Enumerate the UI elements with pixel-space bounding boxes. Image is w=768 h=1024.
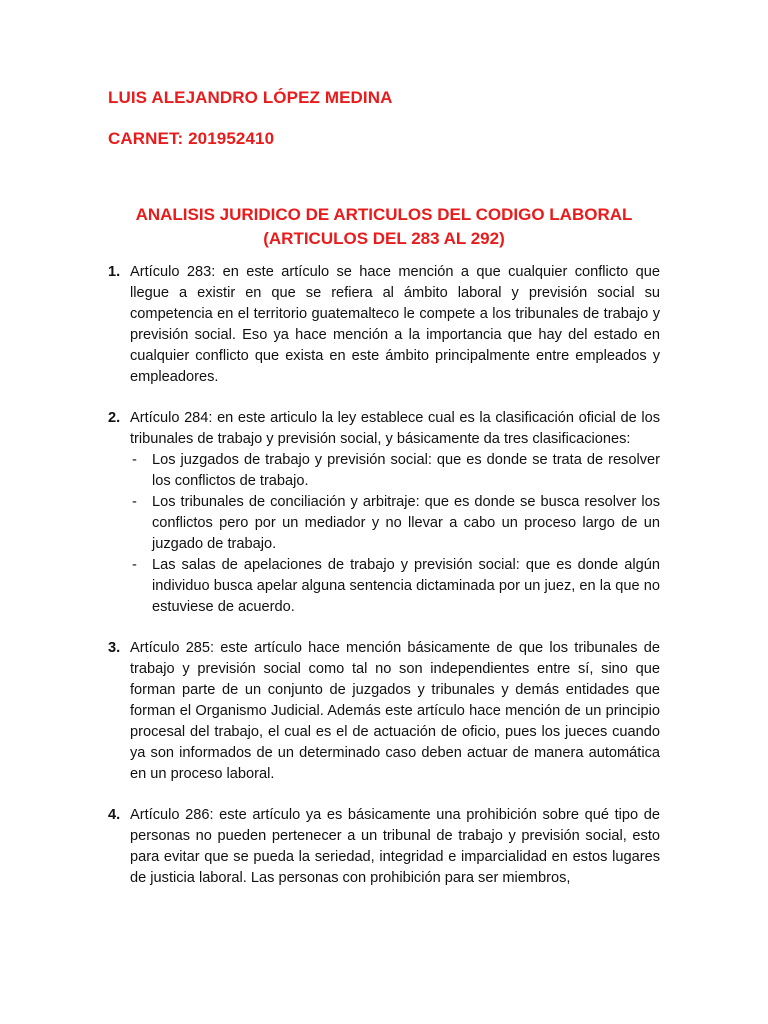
- dash-bullet: -: [132, 557, 137, 573]
- document-title: [108, 203, 660, 251]
- item-number: 4.: [108, 807, 121, 823]
- classification-text: Los juzgados de trabajo y previsión social: que es donde se trata de resolver los conflictos de trabajo.: [152, 452, 660, 489]
- item-text: Artículo 286: este artículo ya es básicamente una prohibición sobre qué tipo de personas no pueden pertenecer a un tribunal de trabajo y previsión social, esto para evitar que se pueda la seriedad, integridad e imparcialidad en estos lugares de justicia laboral. Las personas con prohibición para ser miembros,: [130, 807, 660, 886]
- item-number: 3.: [108, 640, 121, 656]
- article-item-286: [108, 805, 660, 889]
- document-title-line-2: (ARTICULOS DEL 283 AL 292): [263, 229, 505, 248]
- carnet-id: CARNET: 201952410: [108, 129, 275, 148]
- article-list: [108, 262, 660, 909]
- classification-item-salas: [130, 555, 660, 618]
- item-text: Artículo 284: en este articulo la ley establece cual es la clasificación oficial de los tribunales de trabajo y previsión social, y básicamente da tres clasificaciones:: [130, 410, 660, 447]
- article-item-285: [108, 638, 660, 785]
- classification-text: Las salas de apelaciones de trabajo y previsión social: que es donde algún individuo busca apelar alguna sentencia dictaminada por un juez, en la que no estuviese de acuerdo.: [152, 557, 660, 615]
- author-name: LUIS ALEJANDRO LÓPEZ MEDINA: [108, 88, 393, 107]
- article-item-284: [108, 408, 660, 618]
- dash-bullet: -: [132, 452, 137, 468]
- classification-list: [130, 450, 660, 618]
- item-number: 1.: [108, 264, 121, 280]
- classification-item-juzgados: [130, 450, 660, 492]
- item-text: Artículo 285: este artículo hace mención básicamente de que los tribunales de trabajo y previsión social como tal no son independientes entre sí, sino que forman parte de un conjunto de juzgados y tribunales y demás entidades que forman el Organismo Judicial. Además este artículo hace mención de un principio procesal del trabajo, el cual es el de actuación de oficio, pues los jueces cuando ya son informados de un determinado caso deben actuar de manera automática en un proceso laboral.: [130, 640, 660, 782]
- item-number: 2.: [108, 410, 121, 426]
- article-item-283: [108, 262, 660, 388]
- dash-bullet: -: [132, 494, 137, 510]
- item-text: Artículo 283: en este artículo se hace mención a que cualquier conflicto que llegue a existir en que se refiera al ámbito laboral y previsión social su competencia en el territorio guatemalteco le compete a los tribunales de trabajo y previsión social. Eso ya hace mención a la importancia que hay del estado en cualquier conflicto que exista en este ámbito principalmente entre empleados y empleadores.: [130, 264, 660, 385]
- classification-item-tribunales: [130, 492, 660, 555]
- classification-text: Los tribunales de conciliación y arbitraje: que es donde se busca resolver los conflictos pero por un mediador y no llevar a cabo un proceso largo de un juzgado de trabajo.: [152, 494, 660, 552]
- document-title-line-1: ANALISIS JURIDICO DE ARTICULOS DEL CODIGO LABORAL: [135, 205, 633, 224]
